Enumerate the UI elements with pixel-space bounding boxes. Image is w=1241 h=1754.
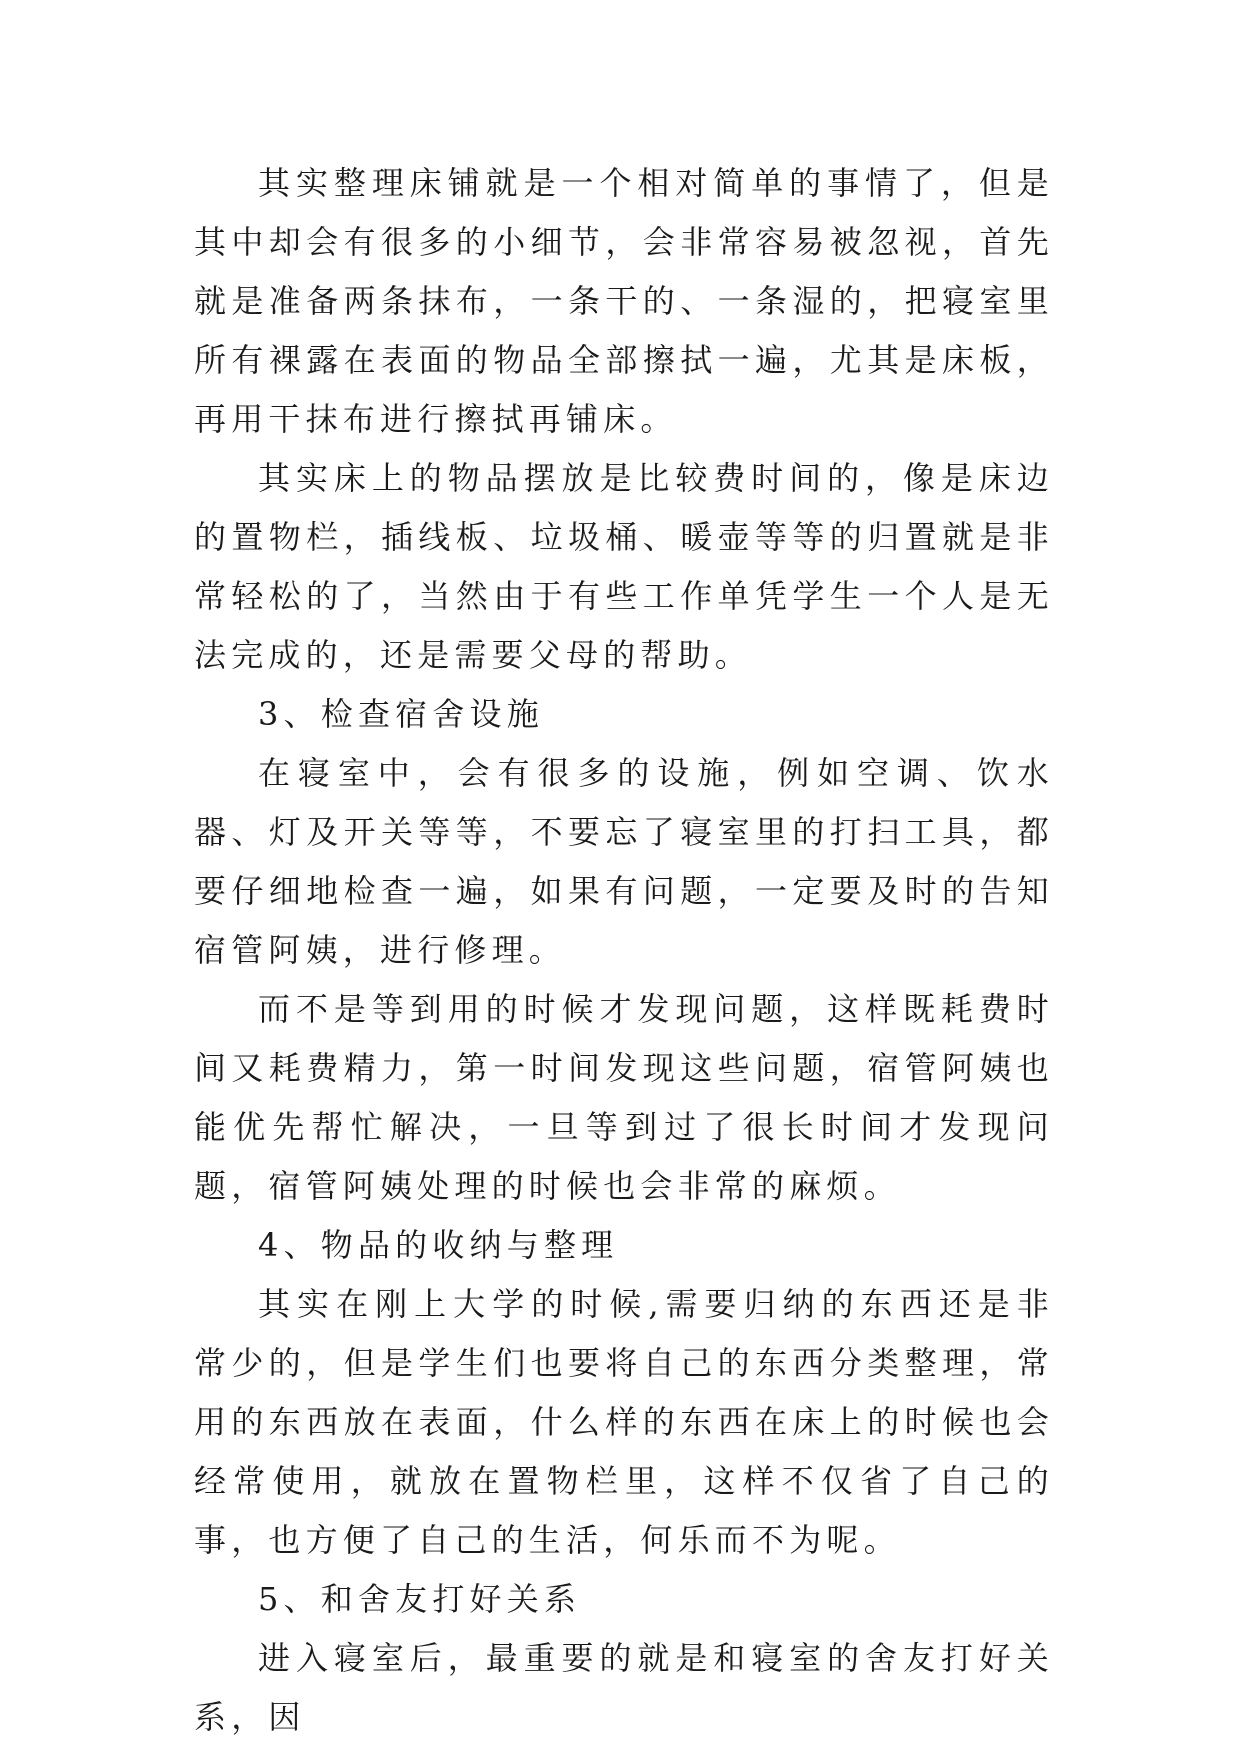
heading-check-facilities: 3、检查宿舍设施 bbox=[258, 695, 544, 733]
paragraph-early-discovery: 而不是等到用的时候才发现问题，这样既耗费时间又耗费精力，第一时间发现这些问题，宿管阿姨也能优先帮忙解决，一旦等到过了很长时间才发现问题，宿管阿姨处理的时候也会非常的麻烦。 bbox=[194, 990, 1054, 1205]
paragraph-storage: 其实在刚上大学的时候,需要归纳的东西还是非常少的，但是学生们也要将自己的东西分类整理，常用的东西放在表面，什么样的东西在床上的时候也会经常使用，就放在置物栏里，这样不仅省了自己的事，也方便了自己的生活，何乐而不为呢。 bbox=[194, 1285, 1054, 1559]
heading-storage: 4、物品的收纳与整理 bbox=[258, 1226, 619, 1264]
paragraph-facilities: 在寝室中，会有很多的设施，例如空调、饮水器、灯及开关等等，不要忘了寝室里的打扫工具，都要仔细地检查一遍，如果有问题，一定要及时的告知宿管阿姨，进行修理。 bbox=[194, 754, 1054, 969]
paragraph-roommates: 进入寝室后，最重要的就是和寝室的舍友打好关系，因 bbox=[194, 1639, 1054, 1736]
paragraph-bed-cleaning: 其实整理床铺就是一个相对简单的事情了，但是其中却会有很多的小细节，会非常容易被忽视，首先就是准备两条抹布，一条干的、一条湿的，把寝室里所有裸露在表面的物品全部擦拭一遍，尤其是床板，再用干抹布进行擦拭再铺床。 bbox=[194, 164, 1054, 438]
document-body bbox=[194, 154, 1054, 1747]
heading-roommates: 5、和舍友打好关系 bbox=[258, 1580, 582, 1618]
paragraph-bed-items: 其实床上的物品摆放是比较费时间的，像是床边的置物栏，插线板、垃圾桶、暖壶等等的归置就是非常轻松的了，当然由于有些工作单凭学生一个人是无法完成的，还是需要父母的帮助。 bbox=[194, 459, 1054, 674]
